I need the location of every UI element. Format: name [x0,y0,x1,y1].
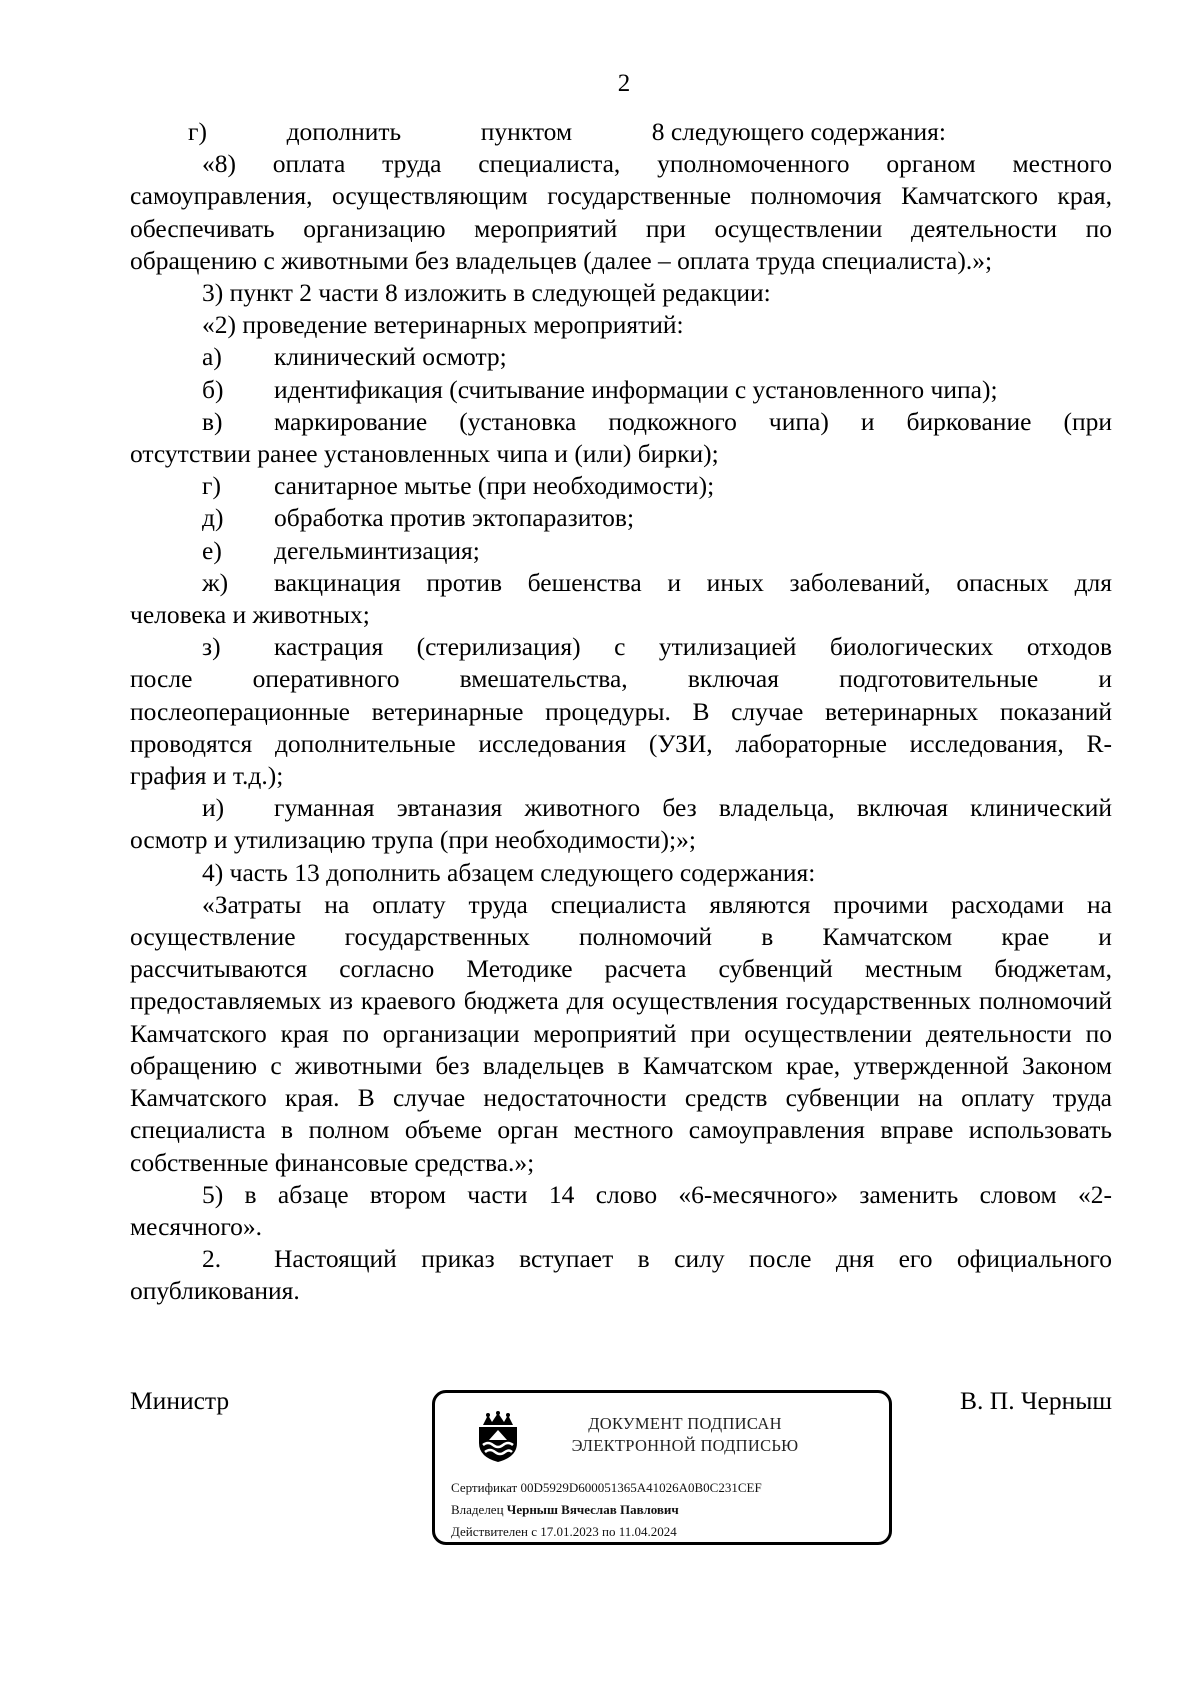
list-item-z [130,631,1112,792]
list-item-zh [130,567,1112,631]
validity-line [451,1521,762,1543]
paragraph-vet-measures: «2) проведение ветеринарных мероприятий: [202,310,684,340]
item-marker: в) [202,406,223,436]
item-marker: ж) [202,567,229,597]
item-text: кастрация (стерилизация) с утилизацией биологических отходов [274,632,1112,662]
valid-to: 11.04.2024 [618,1524,677,1539]
paragraph-line: рассчитываются согласно Методике расчета субвенций местным бюджетам, предоставляемых из краевого бюджета для осуществления государственных полномочий Камчатского края по организации мероприятий при осуществлении деятельности по обращению с животными без владельцев в Камчатском крае, утвержденной Законом Камчатского края. В случае недостаточности средств субвенции на оплату труда специалиста в полном объеме орган местного самоуправления вправе использовать собственные финансовые средства.»; [130,954,1112,1177]
paragraph-line [130,921,1112,953]
list-item-d [130,502,1112,534]
signer-name: В. П. Черныш [960,1386,1112,1415]
owner-label: Владелец [451,1502,504,1517]
item-text: дегельминтизация; [274,535,480,565]
list-item-a [130,341,1112,373]
list-item-v [130,406,1112,470]
item-text: Настоящий приказ вступает в силу после дня его официального [274,1244,1112,1274]
item-text: обработка против эктопаразитов; [274,503,635,533]
item-word: подготовительные [839,664,1039,694]
item-text: идентификация (считывание информации с установленного чипа); [274,374,998,404]
stamp-details [451,1477,762,1543]
valid-from: 17.01.2023 [540,1524,599,1539]
item-text: санитарное мытье (при необходимости); [274,471,715,501]
paragraph-word: осуществление [130,922,296,952]
stamp-title-line: ЭЛЕКТРОННОЙ ПОДПИСЬЮ [571,1436,799,1455]
paragraph-item-3: 3) пункт 2 части 8 изложить в следующей редакции: [202,278,771,308]
paragraph-line: 5) в абзаце втором части 14 слово «6-месячного» заменить словом «2- [202,1179,1112,1209]
item-text: маркирование (установка подкожного чипа) и биркование (при [274,406,1112,436]
paragraph-word: Камчатском [822,922,953,952]
valid-label: Действителен с [451,1524,537,1539]
digital-signature-stamp [432,1390,892,1545]
item-text-continued [130,663,1112,695]
item-text-continued: послеоперационные ветеринарные процедуры. В случае ветеринарных показаний [130,696,1112,726]
item-text: клинический осмотр; [274,342,507,372]
paragraph-point-2 [130,1243,1112,1307]
document-body [130,116,1112,1308]
list-item-e [130,535,1112,567]
item-marker: д) [202,503,224,533]
item-marker: 2. [202,1244,222,1274]
item-marker: б) [202,374,224,404]
item-word: и [1098,664,1112,694]
owner-line [451,1499,762,1521]
item-text-continued: проводятся дополнительные исследования (УЗИ, лабораторные исследования, R- [130,728,1112,758]
paragraph-line: месячного». [130,1211,263,1241]
list-item-i [130,792,1112,856]
paragraph-word: государственных [344,922,530,952]
certificate-line [451,1477,762,1499]
item-text-continued: графия и т.д.); [130,761,284,791]
paragraph-costs [130,889,1112,1179]
item-text-continued: отсутствии ранее установленных чипа и (или) бирки); [130,439,719,469]
item-marker: а) [202,342,222,372]
paragraph-item-4: 4) часть 13 дополнить абзацем следующего содержания: [202,857,816,887]
coat-of-arms-icon [475,1411,521,1463]
item-text-continued: осмотр и утилизацию трупа (при необходимости);»; [130,825,696,855]
page-number: 2 [617,70,631,97]
paragraph-word: и [1098,922,1112,952]
item-marker: и) [202,793,225,823]
signer-position: Министр [130,1386,230,1415]
item-text-continued: опубликования. [130,1276,300,1306]
paragraph-line: «Затраты на оплату труда специалиста являются прочими расходами на [202,889,1112,919]
certificate-value: 00D5929D600051365A41026A0B0C231CEF [520,1480,762,1495]
item-word: включая [687,664,779,694]
item-marker: г) [188,117,207,146]
paragraph-word: крае [1001,922,1050,952]
paragraph-word: полномочий [579,922,713,952]
list-item-b [130,374,1112,406]
valid-to-label: по [602,1524,616,1539]
paragraph-word: в [761,922,774,952]
item-text: гуманная эвтаназия животного без владельца, включая клинический [274,793,1112,823]
paragraph-point-8: «8) оплата труда специалиста, уполномоченного органом местного самоуправления, осуществляющим государственные полномочия Камчатского края, обеспечивать организацию мероприятий при осуществлении деятельности по обращению с животными без владельцев (далее – оплата труда специалиста).»; [130,149,1112,275]
stamp-title-line: ДОКУМЕНТ ПОДПИСАН [588,1414,782,1433]
list-item-g [130,470,1112,502]
item-text: вакцинация против бешенства и иных заболеваний, опасных для [274,567,1112,597]
item-text-continued: человека и животных; [130,600,370,630]
item-marker: г) [202,471,221,501]
item-word: оперативного [252,664,400,694]
item-word: после [130,664,193,694]
item-word: вмешательства, [459,664,628,694]
item-marker: з) [202,632,221,662]
paragraph-item-5 [130,1179,1112,1243]
item-word: 8 следующего содержания: [651,117,946,146]
item-marker: е) [202,535,222,565]
stamp-title [535,1413,835,1457]
item-word: пунктом [480,117,573,146]
owner-value: Черныш Вячеслав Павлович [506,1502,679,1517]
paragraph-item-g [130,116,1112,148]
certificate-label: Сертификат [451,1480,518,1495]
item-word: дополнить [286,117,402,146]
